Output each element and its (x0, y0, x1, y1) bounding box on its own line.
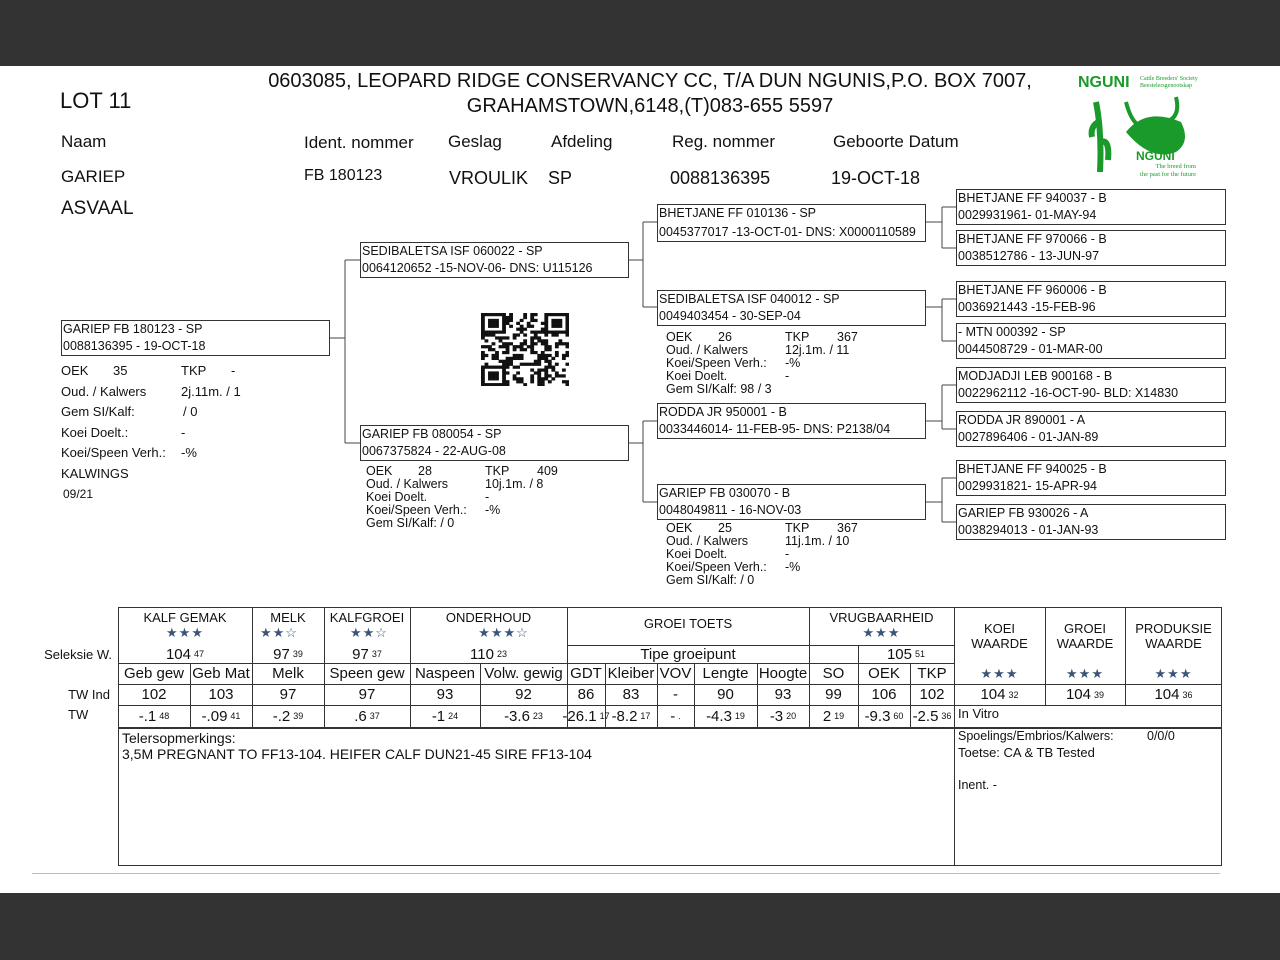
animal-reg: 0088136395 (670, 168, 771, 188)
column-header: Hoogte (758, 665, 808, 682)
animal-afdeling: SP (548, 168, 573, 188)
seleksie-value: 97 37 (352, 645, 382, 663)
tw-ind-value: 103 (208, 686, 234, 703)
column-header: TKP (917, 665, 947, 682)
bottom-bar (0, 893, 1280, 960)
pedigree-self: GARIEP FB 180123 - SP 0088136395 - 19-OCT-18 (61, 320, 330, 356)
tw-ind-value: 97 (358, 686, 376, 703)
rating-stars: ★★★ (166, 625, 204, 640)
tw-value: .6 37 (354, 707, 380, 725)
label-ident: Ident. nommer (304, 133, 414, 152)
seleksie-value: 110 23 (470, 645, 507, 663)
animal-ident: FB 180123 (304, 167, 383, 184)
tw-value: -26.1 17 (562, 707, 610, 725)
animal-name2: ASVAAL (61, 198, 134, 219)
tw-ind-value: 93 (774, 686, 792, 703)
tw-value: -9.3 60 (864, 707, 904, 725)
row-label-tw: TW (68, 707, 89, 722)
rating-stars: ★★★ (1154, 665, 1193, 681)
self-info: OEK 35 TKP - Oud. / Kalwers 2j.11m. / 1 Gem SI/Kalf: / 0 Koei Doelt.: - Koei/Speen Verh.: -% KALWINGS 09/21 (61, 363, 241, 501)
pedigree-great-grandparent: BHETJANE FF 970066 - B 0038512786 - 13-JUN-97 (956, 230, 1226, 266)
tw-value: -4.3 19 (706, 707, 745, 725)
logo-society: Cattle Breeders' Society Beestelersgenootskap (1140, 76, 1198, 89)
rating-stars: ★★★ (862, 625, 901, 640)
tw-value: -2.5 36 (912, 707, 952, 725)
column-header: Speen gew (329, 665, 405, 682)
breeder-line1: 0603085, LEOPARD RIDGE CONSERVANCY CC, T/A DUN NGUNIS,P.O. BOX 7007, (268, 70, 1032, 92)
logo-tagline: The breed from the past for the future (1140, 163, 1196, 178)
breeder-line2: GRAHAMSTOWN,6148,(T)083-655 5597 (466, 95, 834, 117)
spoelings-label: Spoelings/Embrios/Kalwers: (958, 729, 1114, 743)
pedigree-dam-dam: GARIEP FB 030070 - B 0048049811 - 16-NOV-03 (657, 484, 926, 520)
animal-geboorte: 19-OCT-18 (831, 168, 921, 188)
pedigree-sire-sire: BHETJANE FF 010136 - SP 0045377017 -13-OCT-01- DNS: X0000110589 (657, 204, 926, 242)
animal-name: GARIEP (61, 167, 126, 186)
tw-value: -3 20 (769, 707, 797, 725)
group-header: PRODUKSIE WAARDE (1135, 621, 1212, 651)
tw-value: -3.6 23 (504, 707, 543, 725)
remarks-text: 3,5M PREGNANT TO FF13-104. HEIFER CALF DUN21-45 SIRE FF13-104 (122, 746, 592, 762)
sire-dam-info: OEK 26 TKP 367 Oud. / Kalwers 12j.1m. / 11 Koei/Speen Verh.: -% Koei Doelt. - Gem SI/Kalf: 98 / 3 (666, 330, 858, 396)
group-header: ONDERHOUD ★★★☆ (410, 610, 567, 640)
label-afdeling: Afdeling (551, 132, 613, 151)
inent: Inent. - (958, 778, 997, 792)
remarks-title: Telersopmerkings: (122, 730, 236, 746)
column-header: Lengte (702, 665, 749, 682)
tw-ind-value: 104 32 (980, 686, 1019, 703)
tw-value: 2 19 (822, 707, 845, 725)
tw-value: -1 24 (431, 707, 459, 725)
tw-ind-value: 104 36 (1154, 686, 1193, 703)
label-geslag: Geslag (448, 132, 502, 151)
group-header: GROEI TOETS (643, 616, 733, 631)
pedigree-great-grandparent: - MTN 000392 - SP 0044508729 - 01-MAR-00 (956, 323, 1226, 359)
tw-ind-value: - (673, 686, 678, 703)
group-header: KOEI WAARDE (971, 621, 1028, 651)
logo-brand-small: NGUNI (1136, 149, 1175, 163)
rating-stars: ★★☆ (260, 625, 298, 640)
column-header: Volw. gewig (484, 665, 563, 682)
group-header: MELK ★★☆ (252, 610, 324, 640)
column-header: Melk (272, 665, 304, 682)
column-header: OEK (868, 665, 900, 682)
pedigree-great-grandparent: RODDA JR 890001 - A 0027896406 - 01-JAN-89 (956, 411, 1226, 447)
rating-stars: ★★☆ (350, 625, 388, 640)
column-header: SO (822, 665, 845, 682)
spoelings-value: 0/0/0 (1147, 729, 1175, 743)
pedigree-dam: GARIEP FB 080054 - SP 0067375824 - 22-AUG-08 (360, 425, 629, 461)
rating-stars: ★★★ (1066, 665, 1104, 681)
pedigree-great-grandparent: BHETJANE FF 940025 - B 0029931821- 15-APR-94 (956, 460, 1226, 496)
pedigree-great-grandparent: GARIEP FB 930026 - A 0038294013 - 01-JAN-93 (956, 504, 1226, 540)
pedigree-dam-sire: RODDA JR 950001 - B 0033446014- 11-FEB-95- DNS: P2138/04 (657, 403, 926, 439)
tw-value: - . (670, 707, 681, 725)
tw-ind-value: 102 (919, 686, 945, 703)
dam-info: OEK 28 TKP 409 Oud. / Kalwers 10j.1m. / 8 Koei Doelt. - Koei/Speen Verh.: -% Gem SI/Kalf: / 0 (366, 464, 558, 530)
tw-value: -.1 48 (138, 707, 170, 725)
label-reg: Reg. nommer (672, 132, 775, 151)
group-header: VRUGBAARHEID ★★★ (809, 610, 954, 640)
toetse: Toetse: CA & TB Tested (958, 745, 1095, 760)
label-geboorte: Geboorte Datum (833, 132, 959, 151)
pedigree-great-grandparent: BHETJANE FF 940037 - B 0029931961- 01-MAY-94 (956, 189, 1226, 225)
logo-brand: NGUNI (1078, 74, 1130, 91)
tw-ind-value: 86 (577, 686, 595, 703)
pedigree-great-grandparent: BHETJANE FF 960006 - B 0036921443 -15-FEB-96 (956, 281, 1226, 317)
tw-ind-value: 83 (622, 686, 640, 703)
tw-ind-value: 92 (515, 686, 532, 703)
tw-ind-value: 99 (825, 686, 842, 703)
group-header: GROEI WAARDE (1056, 621, 1114, 651)
seleksie-value: Tipe groeipunt (640, 645, 736, 663)
seleksie-value: 105 51 (886, 645, 926, 663)
seleksie-value: 97 39 (273, 645, 303, 663)
tw-ind-value: 104 39 (1065, 686, 1105, 703)
tw-ind-value: 97 (279, 686, 297, 703)
group-header: KALF GEMAK ★★★ (118, 610, 252, 640)
column-header: Kleiber (607, 665, 655, 682)
column-header: GDT (570, 665, 602, 682)
lot-number: LOT 11 (60, 88, 132, 113)
qr-code (481, 313, 569, 386)
tw-value: -8.2 17 (611, 707, 651, 725)
tw-ind-value: 90 (717, 686, 734, 703)
column-header: VOV (659, 665, 692, 682)
column-header: Naspeen (414, 665, 476, 682)
tw-value: -.09 41 (201, 707, 241, 725)
seleksie-value: 104 47 (165, 645, 205, 663)
tw-ind-value: 106 (871, 686, 897, 703)
row-label-seleksie: Seleksie W. (44, 647, 112, 662)
animal-geslag: VROULIK (449, 168, 529, 188)
column-header: Geb gew (123, 665, 185, 682)
rating-stars: ★★★ (980, 665, 1019, 681)
label-naam: Naam (61, 132, 107, 151)
tw-ind-value: 102 (141, 686, 167, 703)
dam-dam-info: OEK 25 TKP 367 Oud. / Kalwers 11j.1m. / 10 Koei Doelt. - Koei/Speen Verh.: -% Gem SI/Kalf: / 0 (666, 521, 858, 587)
column-header: Geb Mat (192, 665, 250, 682)
tw-ind-value: 93 (436, 686, 454, 703)
pedigree-sire-dam: SEDIBALETSA ISF 040012 - SP 0049403454 - 30-SEP-04 (657, 290, 926, 326)
rating-stars: ★★★☆ (478, 625, 529, 640)
pedigree-sire: SEDIBALETSA ISF 060022 - SP 0064120652 -15-NOV-06- DNS: U115126 (360, 242, 629, 278)
in-vitro: In Vitro (958, 706, 999, 721)
group-header: KALFGROEI ★★☆ (324, 610, 410, 640)
tw-value: -.2 39 (272, 707, 304, 725)
pedigree-great-grandparent: MODJADJI LEB 900168 - B 0022962112 -16-OCT-90- BLD: X14830 (956, 367, 1226, 403)
row-label-twind: TW Ind (68, 687, 110, 702)
